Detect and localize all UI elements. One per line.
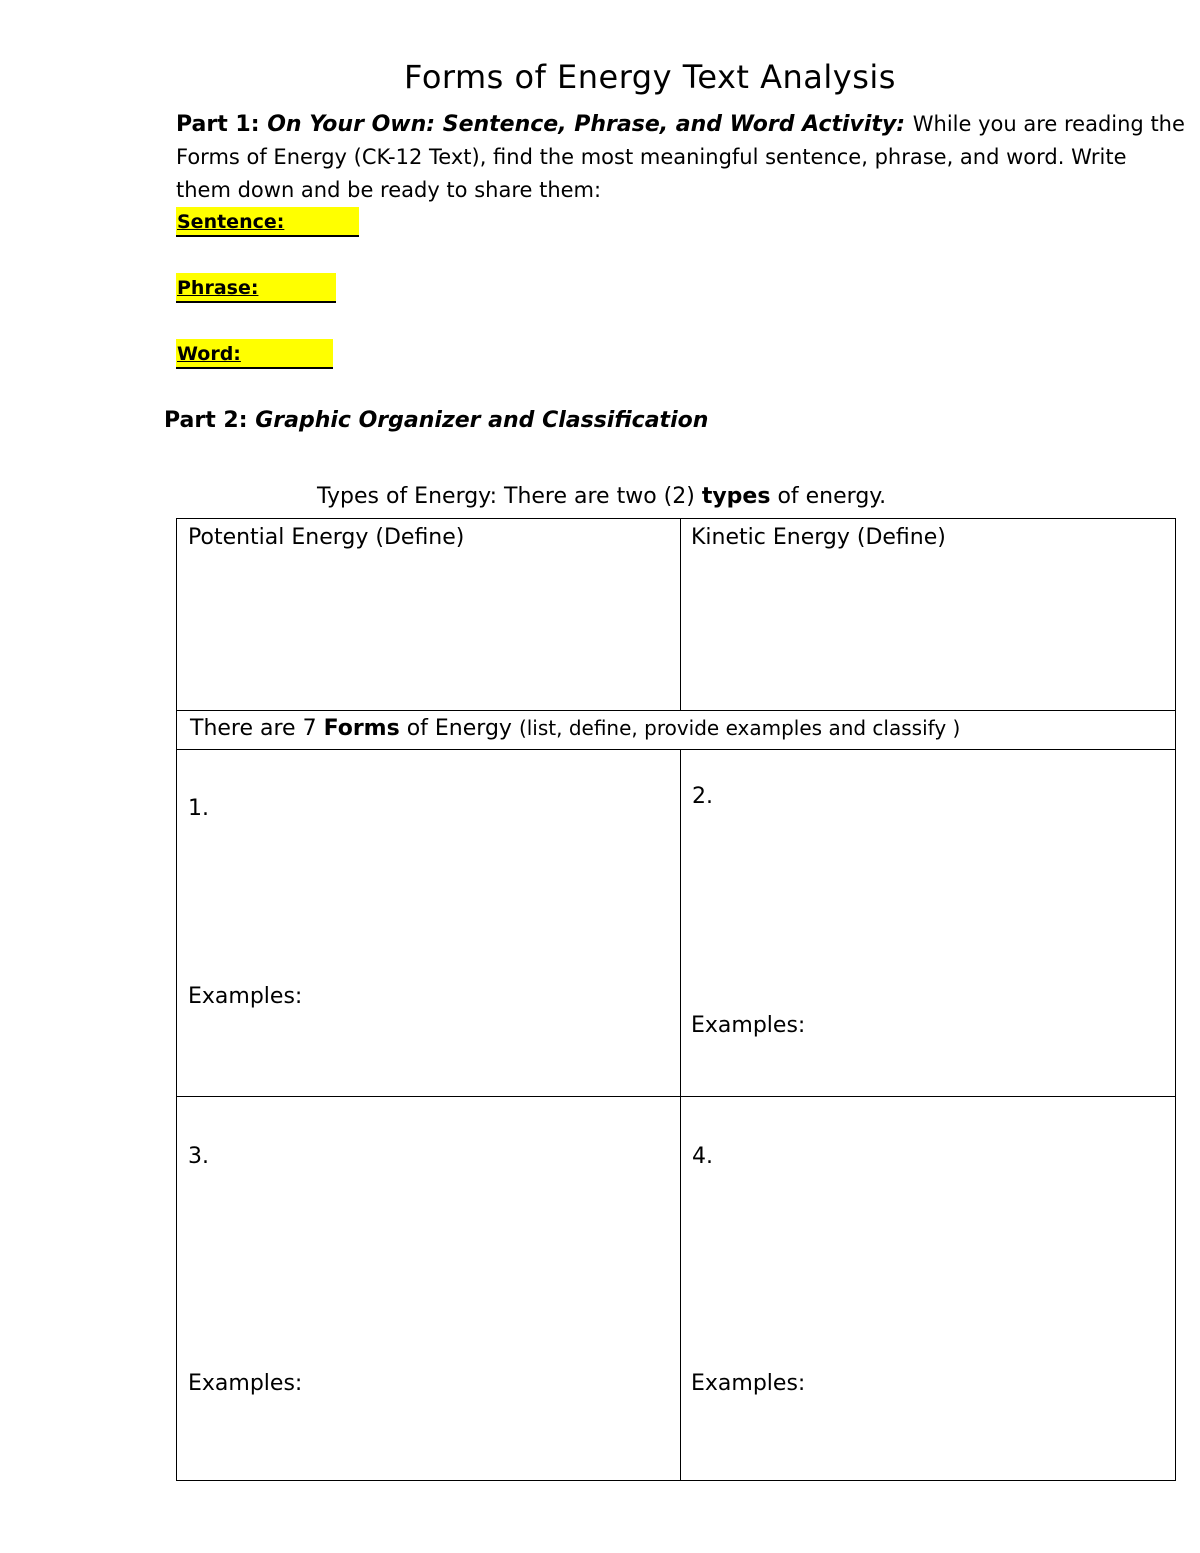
part1-section [176, 108, 1186, 207]
part2-heading [164, 408, 708, 433]
potential-energy-cell[interactable] [188, 525, 464, 550]
phrase-field[interactable] [176, 273, 336, 303]
part1-heading-label: Part 1: [176, 112, 260, 137]
forms-header-row [190, 716, 960, 741]
table-divider-types-col [680, 518, 681, 711]
word-label: Word: [176, 339, 333, 369]
kinetic-energy-cell[interactable] [691, 525, 946, 550]
page-title: Forms of Energy Text Analysis [404, 58, 896, 96]
part2-heading-label: Part 2: [164, 408, 248, 433]
types-caption-pre: Types of Energy: There are two (2) [317, 484, 695, 509]
form-cell-3-number: 3. [188, 1144, 209, 1169]
table-border-left [176, 518, 177, 1481]
table-divider-forms-col [680, 749, 681, 1481]
form-cell-1-examples: Examples: [188, 984, 303, 1009]
forms-row-mid: of Energy [406, 716, 512, 741]
phrase-label: Phrase: [176, 273, 336, 303]
kinetic-energy-label: Kinetic Energy (Define) [691, 525, 946, 550]
form-cell-2-number: 2. [692, 784, 713, 809]
forms-row-small: (list, define, provide examples and classify ) [518, 716, 961, 740]
form-cell-4-examples: Examples: [691, 1371, 806, 1396]
form-cell-1-number: 1. [188, 796, 209, 821]
types-caption-bold: types [701, 484, 771, 509]
potential-energy-label: Potential Energy (Define) [188, 525, 465, 550]
table-divider-forms [176, 749, 1176, 750]
table-divider-types [176, 710, 1176, 711]
types-caption [317, 484, 886, 509]
sentence-field[interactable] [176, 207, 359, 237]
forms-row-pre: There are 7 [190, 716, 317, 741]
part1-heading [176, 112, 913, 137]
table-border-top [176, 518, 1176, 519]
form-cell-3-examples: Examples: [188, 1371, 303, 1396]
table-divider-row2 [176, 1096, 1176, 1097]
part2-heading-sub: Graphic Organizer and Classification [255, 408, 709, 433]
part1-instructions: While you are reading the Forms of Energy (CK-12 Text), find the most meaningful sentence, phrase, and word. Write them down and be ready to share them: [176, 112, 1185, 202]
word-field[interactable] [176, 339, 333, 369]
table-border-bottom [176, 1480, 1176, 1481]
sentence-label: Sentence: [176, 207, 359, 237]
form-cell-4-number: 4. [692, 1144, 713, 1169]
types-caption-post: of energy. [777, 484, 887, 509]
table-border-right [1175, 518, 1176, 1481]
forms-row-bold: Forms [323, 716, 400, 741]
part1-heading-sub: On Your Own: Sentence, Phrase, and Word Activity: [267, 112, 906, 137]
form-cell-2-examples: Examples: [691, 1013, 806, 1038]
